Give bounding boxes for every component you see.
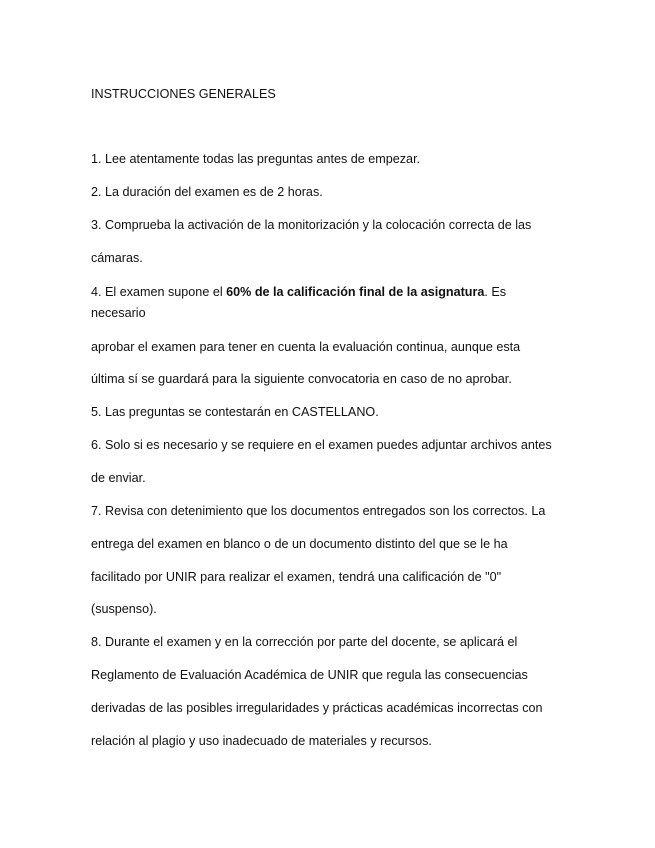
instruction-line: relación al plagio y uso inadecuado de materiales y recursos. — [91, 734, 432, 748]
instruction-line: 3. Comprueba la activación de la monitorización y la colocación correcta de las — [91, 218, 532, 232]
instruction-line: 7. Revisa con detenimiento que los documentos entregados son los correctos. La — [91, 504, 546, 518]
instruction-text: 4. El examen supone el — [91, 285, 227, 299]
document-heading: INSTRUCCIONES GENERALES — [91, 87, 276, 101]
instruction-line: cámaras. — [91, 251, 143, 265]
instruction-emphasis: 60% de la calificación final de la asignatura — [226, 285, 485, 299]
instruction-line: última sí se guardará para la siguiente convocatoria en caso de no aprobar. — [91, 372, 512, 386]
instruction-line — [91, 284, 506, 300]
instruction-line: 1. Lee atentamente todas las preguntas antes de empezar. — [91, 152, 421, 166]
instruction-line: Reglamento de Evaluación Académica de UNIR que regula las consecuencias — [91, 668, 528, 682]
instruction-line: entrega del examen en blanco o de un documento distinto del que se le ha — [91, 537, 508, 551]
instruction-line: 2. La duración del examen es de 2 horas. — [91, 185, 323, 199]
instruction-text: . Es — [484, 285, 507, 299]
instruction-line: de enviar. — [91, 471, 146, 485]
instruction-line: necesario — [91, 306, 146, 320]
instruction-line: 5. Las preguntas se contestarán en CASTELLANO. — [91, 405, 379, 419]
instruction-line: aprobar el examen para tener en cuenta la evaluación continua, aunque esta — [91, 340, 521, 354]
instruction-line: derivadas de las posibles irregularidades y prácticas académicas incorrectas con — [91, 701, 543, 715]
instruction-line: 6. Solo si es necesario y se requiere en el examen puedes adjuntar archivos antes — [91, 438, 552, 452]
instruction-line: 8. Durante el examen y en la corrección por parte del docente, se aplicará el — [91, 635, 518, 649]
instruction-line: (suspenso). — [91, 602, 157, 616]
instruction-line: facilitado por UNIR para realizar el examen, tendrá una calificación de "0" — [91, 570, 502, 584]
